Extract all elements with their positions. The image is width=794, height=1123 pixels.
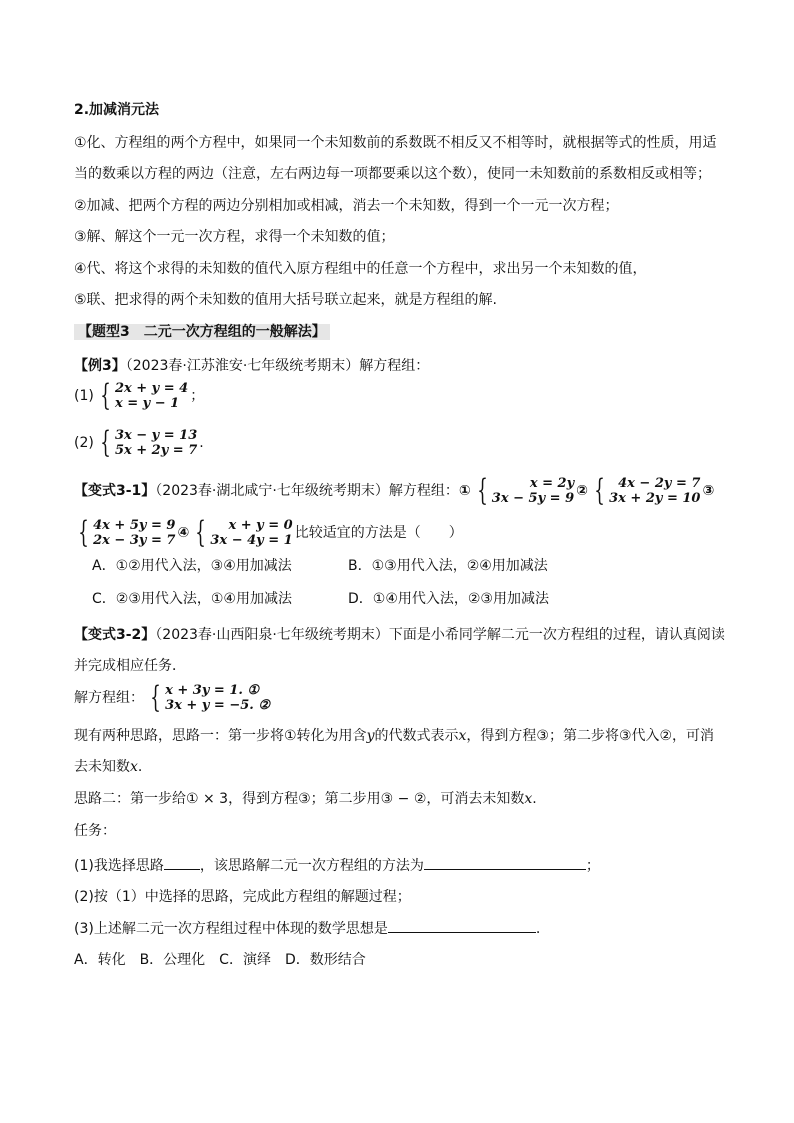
- system-4: [191, 515, 293, 550]
- step-5: ⑤联、把求得的两个未知数的值用大括号联立起来，就是方程组的解.: [74, 292, 497, 308]
- variant-3-1-line-2: [74, 515, 463, 550]
- variant-3-2-equations: [165, 683, 270, 713]
- idea-2-text: 思路二：第一步给① × 3，得到方程③；第二步用③ − ②，可消去未知数: [74, 791, 525, 807]
- system-3-equations: [93, 518, 175, 548]
- task-3-choices: A．转化 B．公理化 C．演绎 D．数形结合: [74, 952, 366, 968]
- option-d: D．①④用代入法，②③用加减法: [348, 591, 549, 607]
- idea-1-text-d: 去未知数: [74, 759, 130, 775]
- s4-eq2: 3x − 4y = 1: [210, 533, 293, 548]
- system-2-equations: [609, 476, 700, 506]
- q1-end: ；: [190, 388, 205, 404]
- s1-eq2: 3x − 5y = 9: [491, 491, 575, 506]
- s4-eq1: x + y = 0: [228, 518, 293, 533]
- s3-eq2: 2x − 3y = 7: [93, 533, 176, 548]
- marker-2: ②: [576, 483, 588, 499]
- example-3-header: [74, 356, 429, 376]
- idea-2: [74, 789, 537, 809]
- task-3: [74, 918, 540, 939]
- q2-eq2: 5x + 2y = 7: [114, 443, 198, 458]
- q2-eq1: 3x − y = 13: [114, 428, 198, 443]
- s1-eq1: x = 2y: [529, 476, 575, 491]
- brace-icon: {: [100, 378, 111, 413]
- brace-icon: {: [476, 473, 488, 508]
- system-3: [74, 515, 176, 550]
- task-1-blank-idea[interactable]: [164, 855, 200, 870]
- variant-3-2-system: [146, 680, 270, 715]
- variant-3-1-line-1: [74, 473, 715, 508]
- step-2: ②加减、把两个方程的两边分别相加或相减，消去一个未知数，得到一个一元一次方程；: [74, 198, 619, 214]
- section-title: 2.加减消元法: [74, 102, 160, 118]
- task-1-end: ；: [585, 858, 600, 874]
- example-3-q2: [74, 425, 204, 460]
- system-1: [473, 473, 575, 508]
- idea-1-end: .: [137, 759, 143, 775]
- example-3-q1: [74, 378, 205, 413]
- variant-3-1-source: （2023春·湖北咸宁·七年级统考期末）解方程组：: [155, 483, 459, 499]
- brace-icon: {: [100, 425, 111, 460]
- q1-system: [96, 378, 189, 413]
- q2-equations: [115, 428, 197, 458]
- example-3-label: 【例3】: [74, 358, 126, 374]
- task-1-text-a: (1)我选择思路: [74, 858, 164, 874]
- variant-3-1-label: 【变式3-1】: [74, 483, 156, 499]
- task-2: (2)按（1）中选择的思路，完成此方程组的解题过程；: [74, 889, 411, 905]
- topic-heading: 【题型3 二元一次方程组的一般解法】: [74, 324, 330, 340]
- task-1: [74, 855, 600, 876]
- system-4-equations: [210, 518, 292, 548]
- task-1-blank-method[interactable]: [424, 855, 586, 870]
- system-1-equations: [492, 476, 574, 506]
- brace-icon: {: [150, 680, 161, 715]
- task-1-text-b: ，该思路解二元一次方程组的方法为: [199, 858, 424, 874]
- variant-3-2-intro-2: 并完成相应任务．: [74, 658, 186, 674]
- brace-icon: {: [195, 515, 207, 550]
- idea-1-line-2: [74, 757, 142, 777]
- idea-1-text-b: 的代数式表示: [374, 728, 459, 744]
- variant-3-1-question: 比较适宜的方法是（ ）: [294, 525, 463, 541]
- idea-1-line-1: [74, 726, 714, 746]
- step-1-line-1: ①化、方程组的两个方程中，如果同一个未知数前的系数既不相反又不相等时，就根据等式的性质，用适: [74, 135, 717, 151]
- idea-1-var-x2: x: [130, 759, 138, 775]
- marker-4: ④: [177, 525, 190, 541]
- q2-number: (2): [74, 435, 94, 451]
- task-label: 任务：: [74, 823, 116, 839]
- task-3-blank[interactable]: [388, 918, 536, 933]
- brace-icon: {: [594, 473, 605, 508]
- step-1-line-2: 当的数乘以方程的两边（注意，左右两边每一项都要乘以这个数），使同一未知数前的系数相反或相等；: [74, 166, 711, 182]
- step-4: ④代、将这个求得的未知数的值代入原方程组中的任意一个方程中，求出另一个未知数的值，: [74, 261, 647, 277]
- idea-2-var-x: x: [524, 791, 533, 807]
- q2-end: .: [199, 435, 204, 451]
- s3-eq1: 4x + 5y = 9: [93, 518, 176, 533]
- q1-number: (1): [74, 388, 94, 404]
- marker-3: ③: [702, 483, 715, 499]
- idea-1-var-y: y: [366, 728, 375, 744]
- brace-icon: {: [78, 515, 89, 550]
- variant-3-2-intro-1: （2023春·山西阳泉·七年级统考期末）下面是小希同学解二元一次方程组的过程，请认真阅读: [155, 627, 725, 643]
- step-3: ③解、解这个一元一次方程，求得一个未知数的值；: [74, 229, 395, 245]
- q1-equations: [115, 381, 188, 411]
- variant-3-2-system-row: [74, 680, 272, 715]
- idea-1-var-x: x: [458, 728, 467, 744]
- idea-1-text-a: 现有两种思路，思路一：第一步将①转化为用含: [74, 728, 367, 744]
- topic-heading-row: [74, 322, 330, 342]
- q1-eq2: x = y − 1: [114, 396, 180, 411]
- task-3-end: .: [535, 921, 541, 937]
- marker-1: ①: [458, 483, 471, 499]
- v32-eq2: 3x + y = −5. ②: [165, 698, 270, 713]
- v32-eq1: x + 3y = 1. ①: [165, 683, 260, 698]
- idea-2-end: .: [532, 791, 537, 807]
- q2-system: [96, 425, 198, 460]
- variant-3-2-label: 【变式3-2】: [74, 627, 156, 643]
- s2-eq1: 4x − 2y = 7: [618, 476, 701, 491]
- s2-eq2: 3x + 2y = 10: [609, 491, 701, 506]
- option-c: C．②③用代入法，①④用加减法: [92, 591, 292, 607]
- q1-eq1: 2x + y = 4: [114, 381, 189, 396]
- variant-3-2-line-1: [74, 625, 725, 645]
- example-3-source: （2023春·江苏淮安·七年级统考期末）解方程组：: [125, 358, 430, 374]
- solve-label: 解方程组：: [74, 690, 144, 706]
- option-a: A．①②用代入法，③④用加减法: [92, 558, 292, 574]
- option-b: B．①③用代入法，②④用加减法: [348, 558, 548, 574]
- system-2: [590, 473, 701, 508]
- task-3-text: (3)上述解二元一次方程组过程中体现的数学思想是: [74, 921, 388, 937]
- idea-1-text-c: ，得到方程③；第二步将③代入②，可消: [466, 728, 715, 744]
